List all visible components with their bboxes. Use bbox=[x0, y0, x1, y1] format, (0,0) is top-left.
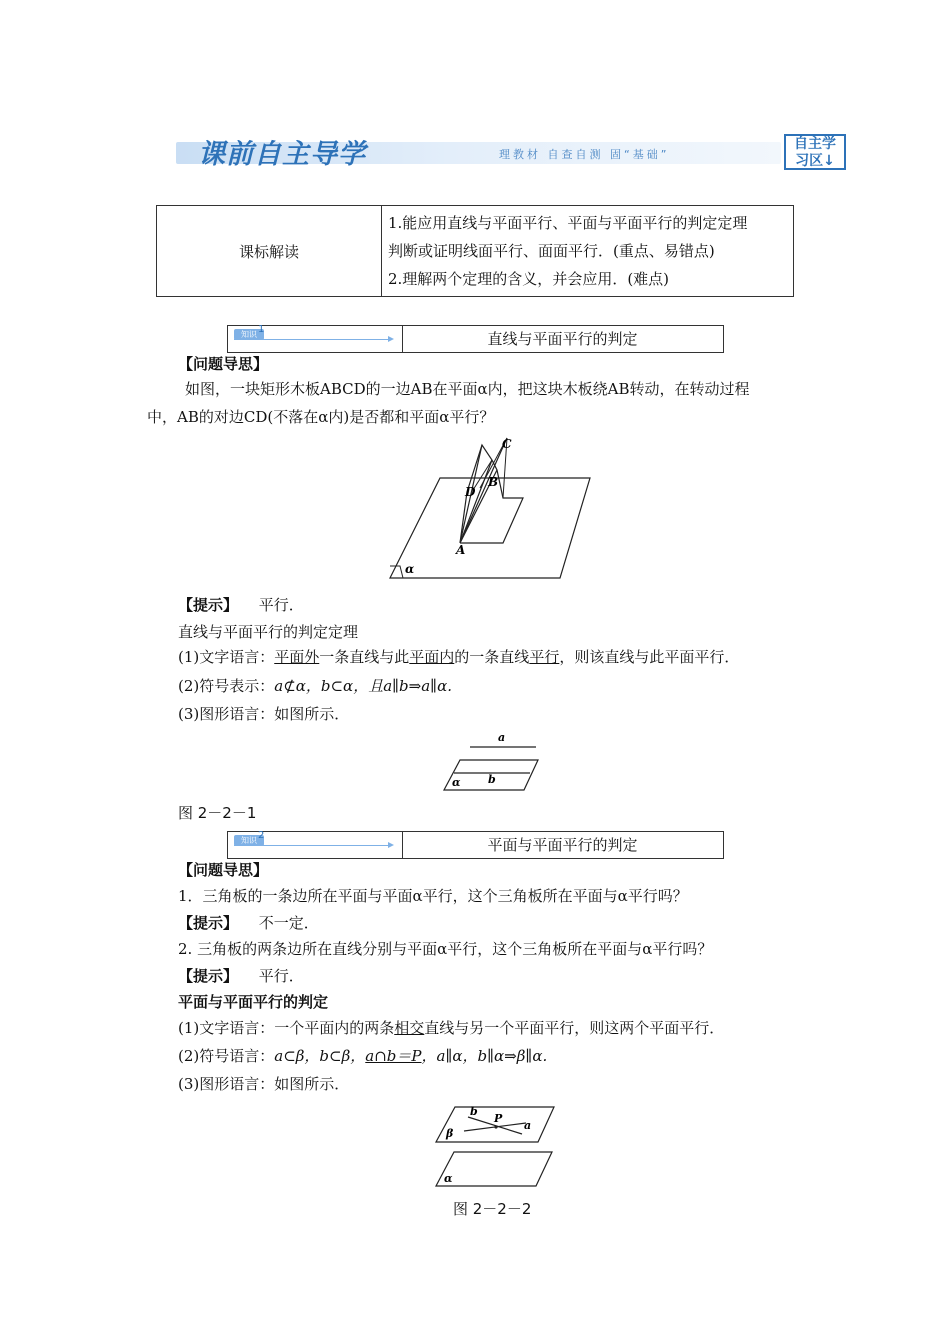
text-prefix: (1)文字语言： bbox=[178, 648, 275, 666]
hint-label: 【提示】 bbox=[178, 596, 239, 614]
underlined-term: 平面内 bbox=[409, 648, 455, 666]
symbol-formula: a⊄α，b⊂α，且a∥b⇒a∥α. bbox=[274, 677, 453, 695]
symbol-formula: ，a∥α，b∥α⇒β∥α. bbox=[421, 1047, 548, 1065]
kp-number: 2 bbox=[258, 830, 265, 841]
kp-number: 1 bbox=[258, 324, 265, 335]
banner-subtitle: 理教材 自查自测 固“基础” bbox=[499, 148, 670, 161]
arrow-icon bbox=[234, 339, 392, 340]
text-end: ，则该直线与此平面平行． bbox=[559, 648, 740, 666]
underlined-term: 平行 bbox=[529, 648, 560, 666]
text-prefix: (2)符号语言： bbox=[178, 1047, 275, 1065]
rotating-board-figure bbox=[385, 430, 600, 585]
label-b: b bbox=[470, 1105, 478, 1118]
line-plane-parallel-figure bbox=[440, 728, 545, 796]
label-P: P bbox=[494, 1112, 503, 1125]
question-2-1: 1．三角板的一条边所在平面与平面α平行，这个三角板所在平面与α平行吗？ bbox=[178, 887, 688, 905]
theorem-2-symbol bbox=[178, 1046, 547, 1066]
symbol-formula: a⊂β，b⊂β， bbox=[274, 1047, 366, 1065]
hint-text: 平行． bbox=[258, 596, 304, 614]
label-C: C bbox=[502, 437, 512, 451]
hint-label: 【提示】 bbox=[178, 914, 239, 932]
standards-line2: 判断或证明线面平行、面面平行．(重点、易错点) bbox=[388, 242, 715, 260]
label-D: D bbox=[465, 485, 476, 499]
label-beta: β bbox=[446, 1127, 454, 1140]
kp-title: 平面与平面平行的判定 bbox=[487, 836, 638, 854]
plane-plane-parallel-figure bbox=[430, 1100, 560, 1192]
hint-label: 【提示】 bbox=[178, 967, 239, 985]
guide-heading-1: 【问题导思】 bbox=[178, 355, 269, 373]
label-alpha: α bbox=[452, 776, 461, 789]
underlined-term: 相交 bbox=[394, 1019, 425, 1037]
question-line-2: 中，AB的对边CD(不落在α内)是否都和平面α平行？ bbox=[147, 408, 495, 426]
label-A: A bbox=[456, 543, 466, 557]
label-a: a bbox=[524, 1119, 532, 1132]
theorem-1-figure-lang: (3)图形语言：如图所示． bbox=[178, 705, 350, 723]
theorem-2-figure-lang: (3)图形语言：如图所示． bbox=[178, 1075, 350, 1093]
hint-text: 不一定． bbox=[258, 914, 319, 932]
text-mid: 的一条直线 bbox=[454, 648, 530, 666]
text-mid: 一条直线与此 bbox=[319, 648, 410, 666]
label-B: B bbox=[488, 475, 499, 489]
theorem-2-text bbox=[178, 1018, 724, 1038]
guide-heading-2: 【问题导思】 bbox=[178, 861, 269, 879]
underlined-term: 平面外 bbox=[274, 648, 320, 666]
question-2-2: 2. 三角板的两条边所在直线分别与平面α平行，这个三角板所在平面与α平行吗？ bbox=[178, 940, 713, 958]
standards-table bbox=[156, 205, 794, 297]
text-prefix: (1)文字语言：一个平面内的两条 bbox=[178, 1019, 395, 1037]
standards-content bbox=[382, 206, 794, 297]
knowledge-point-2-header bbox=[227, 831, 724, 859]
badge-line2: 习区↓ bbox=[795, 153, 835, 169]
kp-tag: 知识 bbox=[234, 329, 264, 340]
label-alpha: α bbox=[405, 562, 415, 576]
theorem-title-2: 平面与平面平行的判定 bbox=[178, 993, 329, 1011]
banner-badge[interactable] bbox=[784, 134, 846, 170]
standards-line1: 1.能应用直线与平面平行、平面与平面平行的判定定理 bbox=[388, 214, 748, 232]
hint-2-1 bbox=[178, 913, 319, 933]
section-banner bbox=[176, 130, 848, 172]
knowledge-point-1-header bbox=[227, 325, 724, 353]
arrow-icon bbox=[234, 845, 392, 846]
theorem-title-1: 直线与平面平行的判定定理 bbox=[178, 623, 359, 641]
theorem-1-symbol bbox=[178, 676, 452, 696]
hint-1 bbox=[178, 595, 304, 615]
label-b: b bbox=[488, 773, 496, 786]
kp-title: 直线与平面平行的判定 bbox=[487, 330, 638, 348]
figure-caption-2: 图 2－2－2 bbox=[453, 1200, 532, 1218]
badge-line1: 自主学 bbox=[794, 136, 836, 152]
standards-label: 课标解读 bbox=[157, 206, 382, 297]
text-prefix: (2)符号表示： bbox=[178, 677, 275, 695]
label-alpha: α bbox=[444, 1172, 453, 1185]
theorem-1-text bbox=[178, 647, 739, 667]
hint-text: 平行． bbox=[258, 967, 304, 985]
kp-tag: 知识 bbox=[234, 835, 264, 846]
figure-caption-1: 图 2－2－1 bbox=[178, 804, 257, 822]
standards-line3: 2.理解两个定理的含义，并会应用．(难点) bbox=[388, 270, 670, 288]
hint-2-2 bbox=[178, 966, 304, 986]
question-line-1: 如图，一块矩形木板ABCD的一边AB在平面α内，把这块木板绕AB转动，在转动过程 bbox=[185, 380, 750, 398]
text-end: 直线与另一个平面平行，则这两个平面平行． bbox=[424, 1019, 725, 1037]
banner-title: 课前自主导学 bbox=[198, 139, 366, 170]
underlined-formula: a∩b＝P bbox=[365, 1047, 422, 1065]
label-a: a bbox=[498, 731, 506, 744]
